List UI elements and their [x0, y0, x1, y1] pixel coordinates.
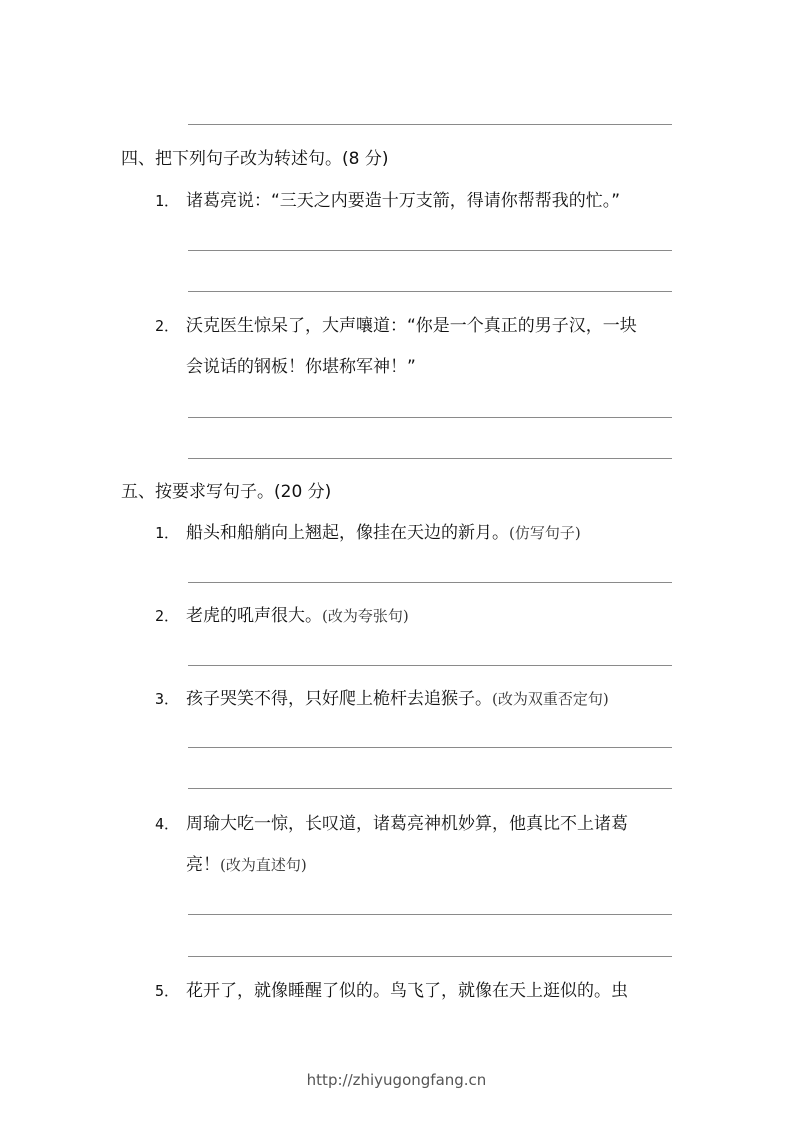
- question-number: 1．: [155, 524, 180, 542]
- question-text: 船头和船艄向上翘起，像挂在天边的新月。: [186, 523, 509, 543]
- answer-line[interactable]: [188, 788, 672, 789]
- question-5-2: [155, 605, 409, 627]
- answer-line[interactable]: [188, 665, 672, 666]
- question-5-4-continued: [186, 854, 307, 876]
- question-text: 孩子哭笑不得，只好爬上桅杆去追猴子。: [186, 689, 492, 709]
- question-number: 4．: [155, 815, 180, 833]
- question-4-1: [155, 190, 620, 212]
- answer-line[interactable]: [188, 914, 672, 915]
- answer-line[interactable]: [188, 747, 672, 748]
- answer-line[interactable]: [188, 291, 672, 292]
- question-number: 3．: [155, 690, 180, 708]
- question-5-5: [155, 980, 628, 1002]
- instruction-note: (改为夸张句): [322, 607, 409, 625]
- question-4-2-continued: 会说话的钢板！你堪称军神！”: [186, 357, 416, 377]
- question-number: 2．: [155, 607, 180, 625]
- footer-url: http://zhiyugongfang.cn: [306, 1071, 487, 1089]
- section-5-heading: 五、按要求写句子。(20 分): [121, 482, 332, 502]
- question-number: 5．: [155, 982, 180, 1000]
- instruction-note: (改为直述句): [220, 856, 307, 874]
- question-5-1: [155, 522, 581, 544]
- question-5-3: [155, 688, 609, 710]
- answer-line[interactable]: [188, 458, 672, 459]
- answer-line[interactable]: [188, 250, 672, 251]
- answer-line[interactable]: [188, 417, 672, 418]
- question-text: 沃克医生惊呆了，大声嚷道：“你是一个真正的男子汉，一块: [186, 316, 637, 336]
- question-text: 亮！: [186, 855, 220, 875]
- answer-line: [188, 124, 672, 125]
- answer-line[interactable]: [188, 582, 672, 583]
- question-number: 2．: [155, 317, 180, 335]
- question-4-2: [155, 315, 637, 337]
- answer-line[interactable]: [188, 956, 672, 957]
- question-text: 老虎的吼声很大。: [186, 606, 322, 626]
- question-text: 诸葛亮说：“三天之内要造十万支箭，得请你帮帮我的忙。”: [186, 191, 621, 211]
- instruction-note: (仿写句子): [509, 524, 581, 542]
- question-text: 周瑜大吃一惊，长叹道，诸葛亮神机妙算，他真比不上诸葛: [186, 814, 628, 834]
- question-5-4: [155, 813, 628, 835]
- instruction-note: (改为双重否定句): [492, 690, 609, 708]
- section-4-heading: 四、把下列句子改为转述句。(8 分): [121, 149, 389, 169]
- question-number: 1．: [155, 192, 180, 210]
- question-text: 花开了，就像睡醒了似的。鸟飞了，就像在天上逛似的。虫: [186, 981, 628, 1001]
